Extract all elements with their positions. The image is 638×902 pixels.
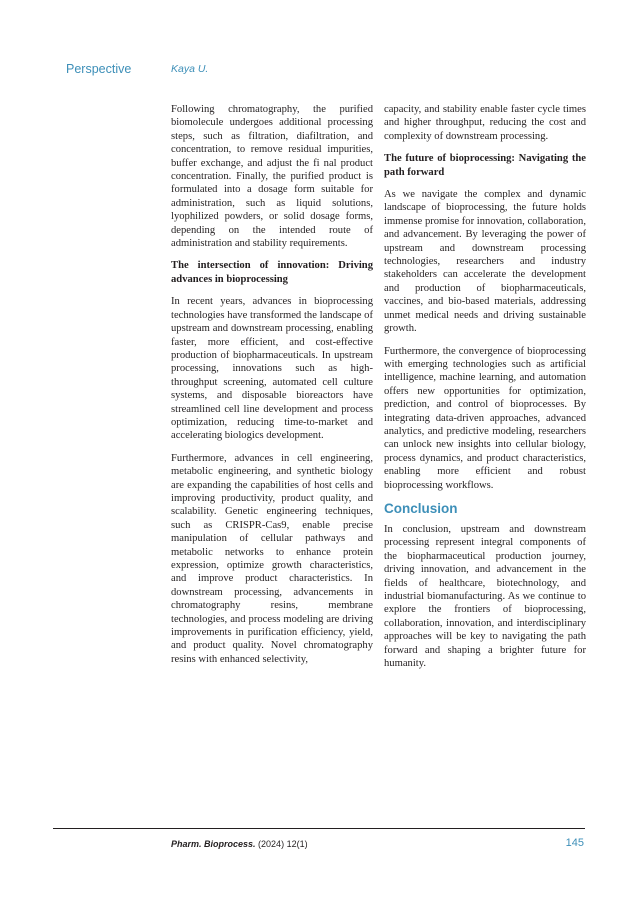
right-column — [384, 103, 586, 679]
section-heading: The intersection of innovation: Driving advances in bioprocessing — [171, 260, 373, 285]
left-column — [171, 103, 373, 675]
conclusion-heading: Conclusion — [384, 500, 458, 516]
paragraph: Following chromatography, the purified biomolecule undergoes additional processing steps, such as filtration, diafiltration, and concentration, to remove residual impurities, buffer exchange, and adjust the fi nal product concentration. Finally, the purified product is formulated into a dosage form suitable for administration, such as liquid solutions, lyophilized powders, or solid dosage forms, depending on the intended route of administration and stability requirements. — [171, 104, 373, 250]
page-number: 145 — [565, 837, 584, 849]
paragraph: Furthermore, advances in cell engineering, metabolic engineering, and synthetic biology are expanding the capabilities of host cells and improving productivity, product quality, and scalability. Genetic engineering techniques, such as CRISPR-Cas9, enable precise manipulation of cellular pathways and metabolic networks to enhance protein expression, optimize growth characteristics, and improve product characteristics. In downstream processing, advancements in chromatography resins, membrane technologies, and process modeling are driving improvements in purification efficiency, yield, and product quality. Novel chromatography resins with enhanced selectivity, — [171, 452, 373, 665]
paragraph: capacity, and stability enable faster cycle times and higher throughput, reducing the cost and complexity of downstream processing. — [384, 104, 586, 142]
section-heading: The future of bioprocessing: Navigating the path forward — [384, 153, 586, 178]
footer-divider — [53, 828, 585, 829]
paragraph: As we navigate the complex and dynamic landscape of bioprocessing, the future holds immense promise for innovation, collaboration, and advancement. By leveraging the power of upstream and downstream processing technologies, researchers and industry stakeholders can accelerate the development and production of biopharmaceuticals, vaccines, and bio-based materials, addressing unmet medical needs and driving sustainable growth. — [384, 189, 586, 335]
section-label: Perspective — [66, 62, 132, 76]
paragraph: Furthermore, the convergence of bioprocessing with emerging technologies such as artificial intelligence, machine learning, and automation offers new opportunities for optimization, prediction, and control of bioprocesses. By integrating data-driven approaches, advanced analytics, and predictive modeling, researchers can unlock new insights into cellular biology, process dynamics, and product characteristics, enabling more efficient and robust bioprocessing workflows. — [384, 345, 586, 491]
journal-citation — [171, 839, 308, 849]
running-author: Kaya U. — [171, 63, 209, 75]
paragraph: In conclusion, upstream and downstream processing represent integral components of the biopharmaceutical production journey, driving innovation, and advancement in the fields of healthcare, biotechnology, and industrial biomanufacturing. As we continue to explore the frontiers of bioprocessing, collaboration, innovation, and interdisciplinary approaches will be key to navigating the path forward and shaping a brighter future for humanity. — [384, 523, 586, 670]
journal-name: Pharm. Bioprocess. — [171, 839, 256, 849]
volume-issue: (2024) 12(1) — [258, 839, 308, 849]
paragraph: In recent years, advances in bioprocessing technologies have transformed the landscape of upstream and downstream processing, enabling faster, more efficient, and cost-effective production of biopharmaceuticals. In upstream processing, innovations such as high-throughput screening, automated cell culture systems, and disposable bioreactors have streamlined cell line development and process optimization, reducing time-to-market and accelerating biologics development. — [171, 296, 373, 442]
